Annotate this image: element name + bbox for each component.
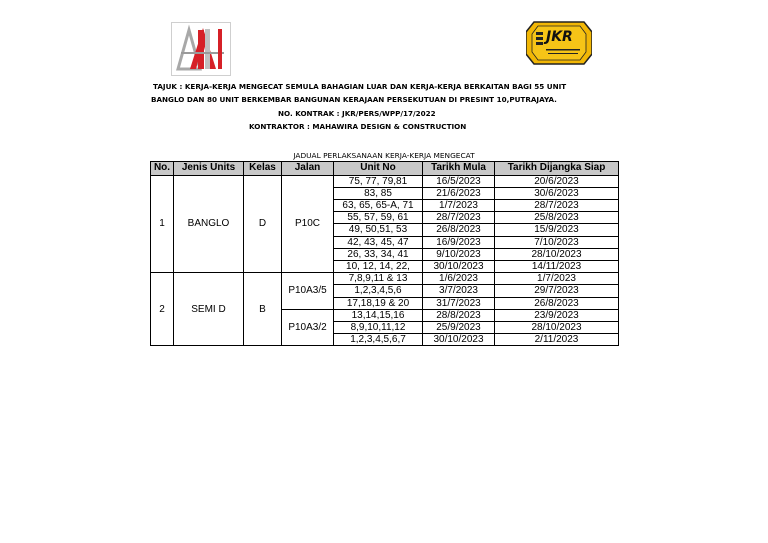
jkr-logo-text: JKR (546, 29, 573, 45)
jkr-logo (526, 20, 592, 66)
header-no: No. (151, 162, 174, 176)
cell-unit: 17,18,19 & 20 (334, 297, 423, 309)
cell-siap: 26/8/2023 (495, 297, 619, 309)
table-row (151, 175, 619, 187)
cell-kelas: B (244, 273, 282, 346)
cell-siap: 28/7/2023 (495, 199, 619, 211)
cell-mula: 3/7/2023 (423, 285, 495, 297)
cell-siap: 20/6/2023 (495, 175, 619, 187)
cell-mula: 21/6/2023 (423, 187, 495, 199)
cell-jalan: P10C (282, 175, 334, 273)
cell-unit: 42, 43, 45, 47 (334, 236, 423, 248)
cell-siap: 30/6/2023 (495, 187, 619, 199)
cell-unit: 83, 85 (334, 187, 423, 199)
title-line-1: TAJUK : KERJA-KERJA MENGECAT SEMULA BAHAGIAN LUAR DAN KERJA-KERJA BERKAITAN BAGI 55 UNIT (153, 82, 567, 91)
cell-siap: 28/10/2023 (495, 321, 619, 333)
cell-unit: 7,8,9,11 & 13 (334, 273, 423, 285)
company-logo (171, 22, 231, 76)
contract-number: NO. KONTRAK : JKR/PERS/WPP/17/2022 (278, 109, 436, 118)
cell-siap: 7/10/2023 (495, 236, 619, 248)
cell-mula: 16/5/2023 (423, 175, 495, 187)
header-tarikh-mula: Tarikh Mula (423, 162, 495, 176)
cell-siap: 14/11/2023 (495, 260, 619, 272)
cell-mula: 25/9/2023 (423, 321, 495, 333)
cell-jalan: P10A3/5 (282, 273, 334, 310)
cell-siap: 23/9/2023 (495, 309, 619, 321)
cell-siap: 29/7/2023 (495, 285, 619, 297)
cell-mula: 1/7/2023 (423, 199, 495, 211)
cell-jenis: BANGLO (174, 175, 244, 273)
table-header-row (151, 162, 619, 176)
cell-unit: 75, 77, 79,81 (334, 175, 423, 187)
title-line-2: BANGLO DAN 80 UNIT BERKEMBAR BANGUNAN KERAJAAN PERSEKUTUAN DI PRESINT 10,PUTRAJAYA. (151, 95, 557, 104)
cell-mula: 31/7/2023 (423, 297, 495, 309)
cell-no: 2 (151, 273, 174, 346)
cell-mula: 28/7/2023 (423, 212, 495, 224)
cell-unit: 10, 12, 14, 22, (334, 260, 423, 272)
cell-unit: 49, 50,51, 53 (334, 224, 423, 236)
cell-unit: 1,2,3,4,5,6 (334, 285, 423, 297)
cell-kelas: D (244, 175, 282, 273)
cell-mula: 26/8/2023 (423, 224, 495, 236)
cell-siap: 1/7/2023 (495, 273, 619, 285)
cell-no: 1 (151, 175, 174, 273)
cell-siap: 2/11/2023 (495, 334, 619, 346)
cell-mula: 30/10/2023 (423, 260, 495, 272)
cell-mula: 28/8/2023 (423, 309, 495, 321)
header-jenis-units: Jenis Units (174, 162, 244, 176)
cell-mula: 30/10/2023 (423, 334, 495, 346)
cell-unit: 1,2,3,4,5,6,7 (334, 334, 423, 346)
cell-jalan: P10A3/2 (282, 309, 334, 346)
cell-mula: 9/10/2023 (423, 248, 495, 260)
cell-unit: 26, 33, 34, 41 (334, 248, 423, 260)
cell-siap: 25/8/2023 (495, 212, 619, 224)
cell-siap: 15/9/2023 (495, 224, 619, 236)
schedule-table (150, 161, 619, 346)
table-row (151, 273, 619, 285)
cell-unit: 63, 65, 65-A, 71 (334, 199, 423, 211)
letter-a-logo-icon (172, 23, 230, 75)
header-kelas: Kelas (244, 162, 282, 176)
cell-mula: 1/6/2023 (423, 273, 495, 285)
header-jalan: Jalan (282, 162, 334, 176)
table-title: JADUAL PERLAKSANAAN KERJA-KERJA MENGECAT (293, 151, 475, 160)
cell-siap: 28/10/2023 (495, 248, 619, 260)
cell-mula: 16/9/2023 (423, 236, 495, 248)
header-unit-no: Unit No (334, 162, 423, 176)
header-tarikh-siap: Tarikh Dijangka Siap (495, 162, 619, 176)
cell-jenis: SEMI D (174, 273, 244, 346)
cell-unit: 55, 57, 59, 61 (334, 212, 423, 224)
contractor-name: KONTRAKTOR : MAHAWIRA DESIGN & CONSTRUCTION (249, 122, 467, 131)
cell-unit: 8,9,10,11,12 (334, 321, 423, 333)
cell-unit: 13,14,15,16 (334, 309, 423, 321)
